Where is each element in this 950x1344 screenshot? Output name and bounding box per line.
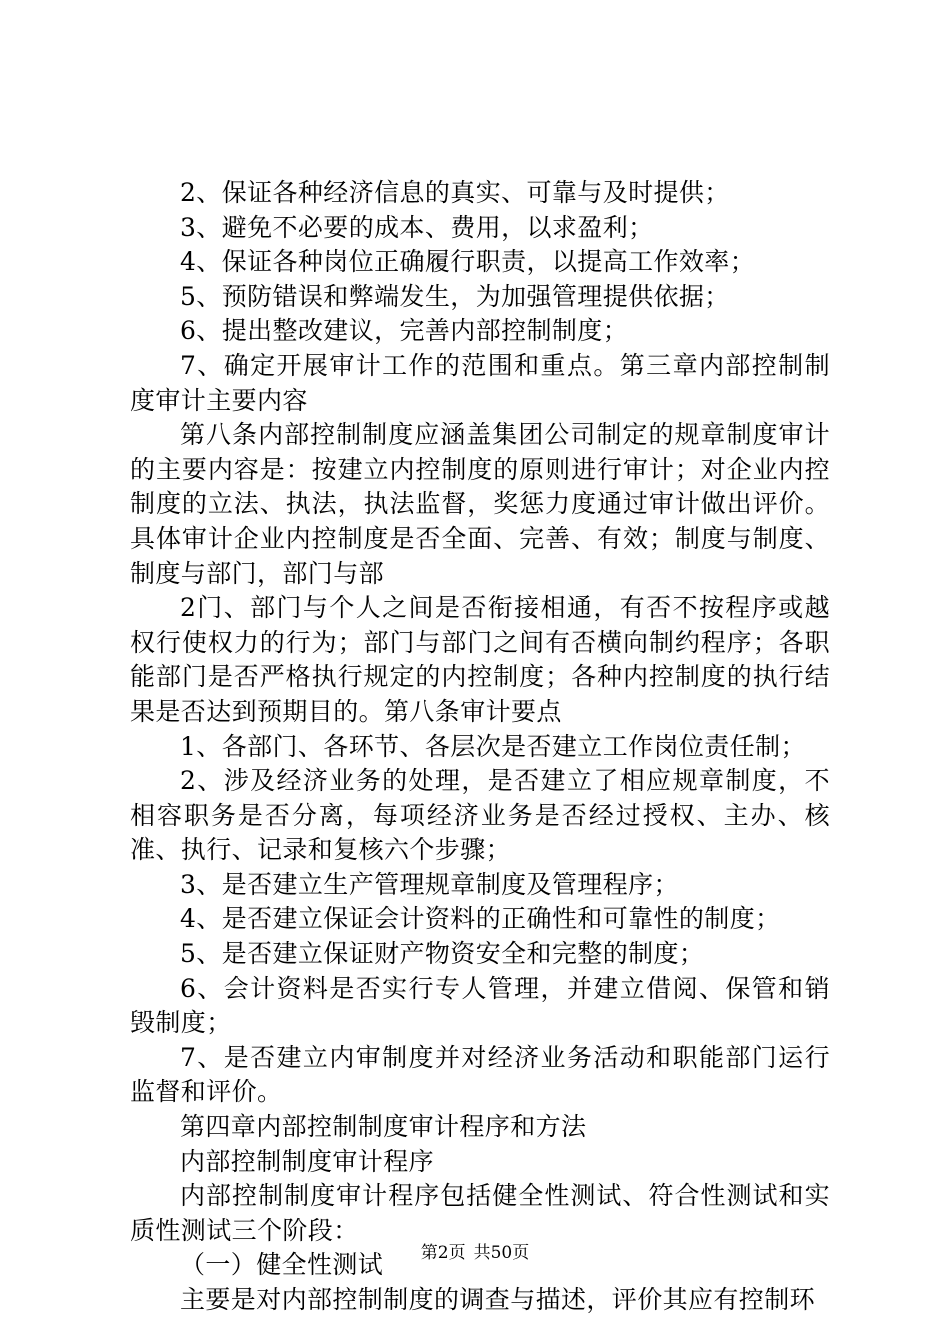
paragraph: 2门、部门与个人之间是否衔接相通，有否不按程序或越权行使权力的行为；部门与部门之间有否横向制约程序；各职能部门是否严格执行规定的内控制度；各种内控制度的执行结果是否达到预期目的。第八条审计要点 [130,593,830,726]
page-total: 共50页 [473,1243,530,1263]
section-heading: 内部控制制度审计程序 [180,1146,435,1176]
paragraph: 3、是否建立生产管理规章制度及管理程序； [180,869,679,899]
paragraph: 6、提出整改建议，完善内部控制制度； [180,316,629,346]
paragraph: 2、保证各种经济信息的真实、可靠与及时提供； [180,178,730,207]
paragraph: 5、预防错误和弊端发生，为加强管理提供依据； [180,281,730,311]
document-body [130,176,830,1318]
paragraph: 6、会计资料是否实行专人管理，并建立借阅、保管和销毁制度； [130,973,830,1038]
paragraph: 1、各部门、各环节、各层次是否建立工作岗位责任制； [180,731,806,761]
page-footer [0,1242,950,1264]
paragraph: 内部控制制度审计程序包括健全性测试、符合性测试和实质性测试三个阶段： [130,1181,830,1245]
paragraph: 2、涉及经济业务的处理，是否建立了相应规章制度，不相容职务是否分离，每项经济业务是否经过授权、主办、核准、执行、记录和复核六个步骤； [130,766,830,865]
paragraph: 7、确定开展审计工作的范围和重点。第三章内部控制制度审计主要内容 [130,350,830,415]
page-number: 第2页 [420,1243,466,1263]
paragraph: 4、保证各种岗位正确履行职责，以提高工作效率； [180,247,756,277]
chapter-heading: 第四章内部控制制度审计程序和方法 [180,1112,587,1142]
paragraph: 4、是否建立保证会计资料的正确性和可靠性的制度； [180,904,781,934]
paragraph: 3、避免不必要的成本、费用，以求盈利； [180,212,654,242]
paragraph: 5、是否建立保证财产物资安全和完整的制度； [180,939,705,969]
subsection-heading: （一）健全性测试 [180,1250,384,1280]
paragraph: 主要是对内部控制制度的调查与描述，评价其应有控制环 [180,1285,816,1314]
paragraph: 7、是否建立内审制度并对经济业务活动和职能部门运行监督和评价。 [130,1042,830,1107]
paragraph: 第八条内部控制制度应涵盖集团公司制定的规章制度审计的主要内容是：按建立内控制度的原则进行审计；对企业内控制度的立法、执法，执法监督，奖惩力度通过审计做出评价。具体审计企业内控制度是否全面、完善、有效；制度与制度、制度与部门，部门与部 [130,420,830,588]
